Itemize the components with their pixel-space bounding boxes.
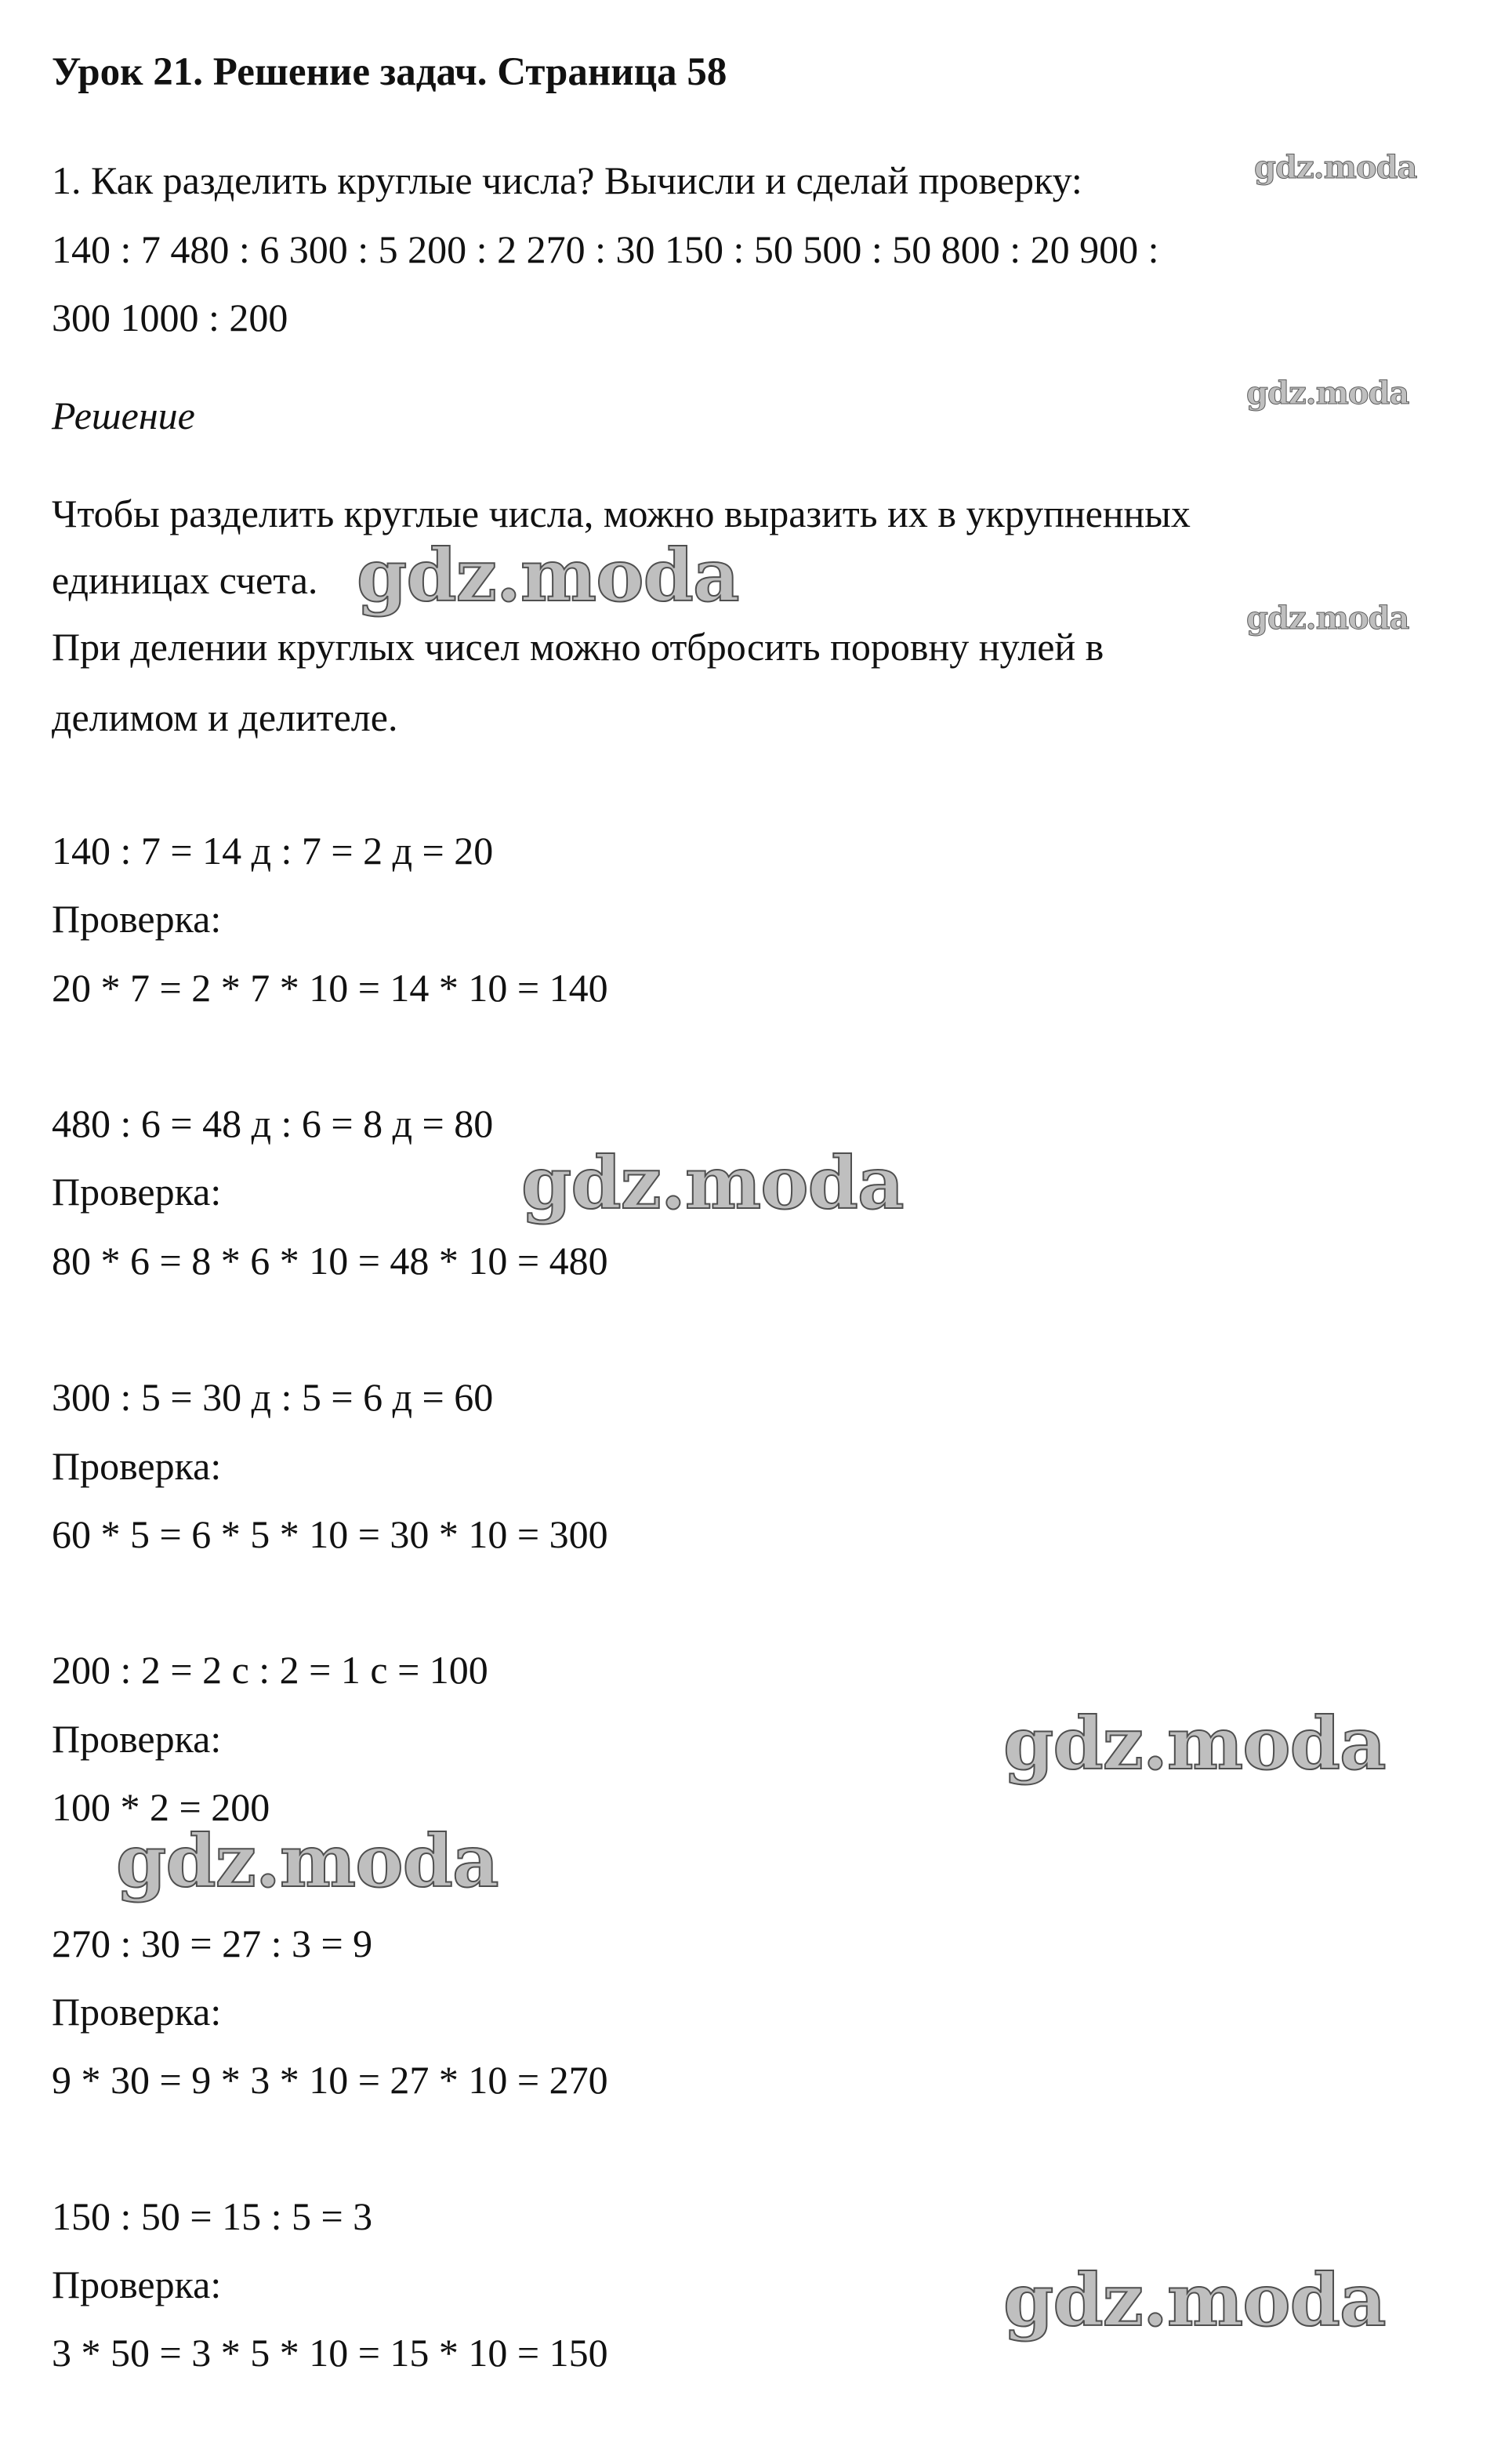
explanation-line-2: единицах счета. bbox=[52, 558, 318, 602]
solution-1-calc: 140 : 7 = 14 д : 7 = 2 д = 20 bbox=[52, 829, 494, 873]
solution-1-check: 20 * 7 = 2 * 7 * 10 = 14 * 10 = 140 bbox=[52, 966, 608, 1010]
task-expressions-line-2: 300 1000 : 200 bbox=[52, 296, 288, 339]
solution-2-check: 80 * 6 = 8 * 6 * 10 = 48 * 10 = 480 bbox=[52, 1239, 608, 1283]
explanation-line-4: делимом и делителе. bbox=[52, 695, 398, 739]
solution-3-check-label: Проверка: bbox=[52, 1444, 222, 1488]
solution-1-check-label: Проверка: bbox=[52, 897, 222, 941]
solution-3-check: 60 * 5 = 6 * 5 * 10 = 30 * 10 = 300 bbox=[52, 1512, 608, 1556]
explanation-line-1: Чтобы разделить круглые числа, можно выразить их в укрупненных bbox=[52, 492, 1191, 535]
solution-4-check-label: Проверка: bbox=[52, 1717, 222, 1761]
solution-label: Решение bbox=[52, 394, 195, 437]
task-question: 1. Как разделить круглые числа? Вычисли и сделай проверку: bbox=[52, 158, 1082, 202]
watermark-logo: gdz.moda bbox=[1246, 600, 1409, 637]
page-title: Урок 21. Решение задач. Страница 58 bbox=[52, 50, 727, 94]
solution-4-check: 100 * 2 = 200 bbox=[52, 1785, 270, 1829]
solution-2-check-label: Проверка: bbox=[52, 1170, 222, 1214]
explanation-line-3: При делении круглых чисел можно отбросить поровну нулей в bbox=[52, 625, 1104, 669]
solution-2-calc: 480 : 6 = 48 д : 6 = 8 д = 80 bbox=[52, 1101, 494, 1145]
solution-5-calc: 270 : 30 = 27 : 3 = 9 bbox=[52, 1921, 373, 1965]
solution-6-calc: 150 : 50 = 15 : 5 = 3 bbox=[52, 2194, 373, 2238]
task-expressions-line-1: 140 : 7 480 : 6 300 : 5 200 : 2 270 : 30 150 : 50 500 : 50 800 : 20 900 : bbox=[52, 227, 1159, 271]
watermark-logo: gdz.moda bbox=[1003, 1701, 1386, 1786]
watermark-logo: gdz.moda bbox=[1254, 149, 1417, 186]
solution-6-check: 3 * 50 = 3 * 5 * 10 = 15 * 10 = 150 bbox=[52, 2331, 608, 2375]
watermark-logo: gdz.moda bbox=[521, 1141, 904, 1225]
solution-4-calc: 200 : 2 = 2 с : 2 = 1 с = 100 bbox=[52, 1648, 488, 1692]
watermark-logo: gdz.moda bbox=[1246, 375, 1409, 412]
solution-6-check-label: Проверка: bbox=[52, 2263, 222, 2306]
watermark-logo: gdz.moda bbox=[1003, 2258, 1386, 2342]
solution-5-check-label: Проверка: bbox=[52, 1990, 222, 2034]
watermark-logo: gdz.moda bbox=[116, 1819, 499, 1903]
watermark-logo: gdz.moda bbox=[357, 533, 739, 618]
solution-5-check: 9 * 30 = 9 * 3 * 10 = 27 * 10 = 270 bbox=[52, 2058, 608, 2102]
solution-3-calc: 300 : 5 = 30 д : 5 = 6 д = 60 bbox=[52, 1375, 494, 1419]
